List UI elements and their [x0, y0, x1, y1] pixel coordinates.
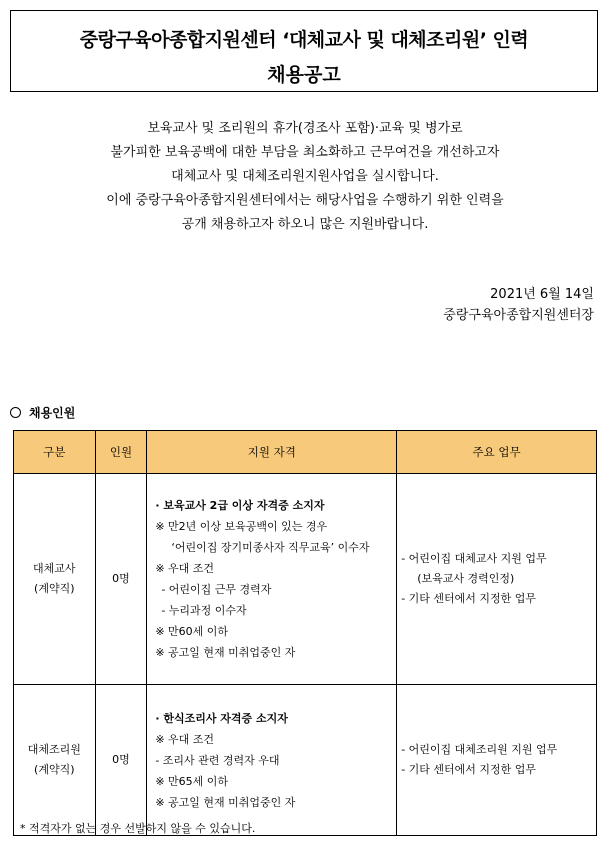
- category-cell: [14, 685, 96, 836]
- qualifications-cell: [147, 685, 397, 836]
- qualification-item: · 보육교사 2급 이상 자격증 소지자: [155, 499, 325, 512]
- intro-line: 이에 중랑구육아종합지원센터에서는 해당사업을 수행하기 위한 인력을: [106, 193, 504, 208]
- header-qualifications: 지원 자격: [147, 431, 397, 474]
- footnote: * 적격자가 없는 경우 선발하지 않을 수 있습니다.: [20, 822, 256, 835]
- table-row: [14, 474, 597, 685]
- header-count: 인원: [95, 431, 147, 474]
- duty-item: - 기타 센터에서 지정한 업무: [401, 763, 537, 776]
- section-heading: [10, 404, 75, 421]
- count-cell: 0명: [95, 685, 147, 836]
- intro-line: 공개 채용하고자 하오니 많은 지원바랍니다.: [181, 217, 429, 232]
- circle-bullet-icon: [10, 407, 21, 418]
- title-line-2: 채용공고: [267, 64, 341, 86]
- table-row: [14, 685, 597, 836]
- duties-cell: [397, 474, 597, 685]
- recruitment-table: [13, 430, 597, 836]
- intro-paragraph: [0, 117, 610, 237]
- title-box: [10, 10, 598, 92]
- category-cell: [14, 474, 96, 685]
- intro-line: 대체교사 및 대체조리원지원사업을 실시합니다.: [171, 169, 439, 184]
- qualification-item: - 어린이집 근무 경력자: [161, 583, 272, 596]
- section-title: 채용인원: [29, 406, 76, 420]
- intro-line: 보육교사 및 조리원의 휴가(경조사 포함)·교육 및 병가로: [147, 121, 463, 136]
- header-category: 구분: [14, 431, 96, 474]
- qualifications-cell: [147, 474, 397, 685]
- duty-item: - 기타 센터에서 지정한 업무: [401, 592, 537, 605]
- category-name: 대체조리원: [27, 743, 81, 756]
- title-line-1: 중랑구육아종합지원센터 ‘대체교사 및 대체조리원’ 인력: [79, 29, 529, 51]
- qualification-item: ※ 우대 조건: [155, 732, 215, 746]
- duty-item: (보육교사 경력인정): [417, 572, 515, 585]
- qualification-item: ※ 만65세 이하: [155, 774, 229, 788]
- category-type: (계약직): [34, 763, 75, 776]
- qualification-item: ※ 만2년 이상 보육공백이 있는 경우: [155, 520, 328, 533]
- category-type: (계약직): [34, 582, 75, 595]
- qualification-item: ※ 만60세 이하: [155, 625, 229, 638]
- duties-cell: [397, 685, 597, 836]
- qualification-item: · 한식조리사 자격증 소지자: [155, 711, 288, 725]
- category-name: 대체교사: [33, 562, 76, 575]
- qualification-item: - 누리과정 이수자: [161, 604, 247, 617]
- table-header-row: [14, 431, 597, 474]
- qualification-item: ※ 공고일 현재 미취업중인 자: [155, 646, 296, 659]
- intro-line: 불가피한 보육공백에 대한 부담을 최소화하고 근무여건을 개선하고자: [110, 145, 500, 160]
- count-cell: 0명: [95, 474, 147, 685]
- qualification-item: ※ 공고일 현재 미취업중인 자: [155, 795, 296, 809]
- qualification-item: ‘어린이집 장기미종사자 직무교육’ 이수자: [171, 541, 370, 554]
- qualification-item: - 조리사 관련 경력자 우대: [155, 753, 280, 767]
- duty-item: - 어린이집 대체교사 지원 업무: [401, 552, 547, 565]
- issuer: 중랑구육아종합지원센터장: [443, 308, 594, 323]
- header-duties: 주요 업무: [397, 431, 597, 474]
- duty-item: - 어린이집 대체조리원 지원 업무: [401, 743, 558, 756]
- announcement-date: 2021년 6월 14일: [490, 287, 594, 302]
- qualification-item: ※ 우대 조건: [155, 562, 215, 575]
